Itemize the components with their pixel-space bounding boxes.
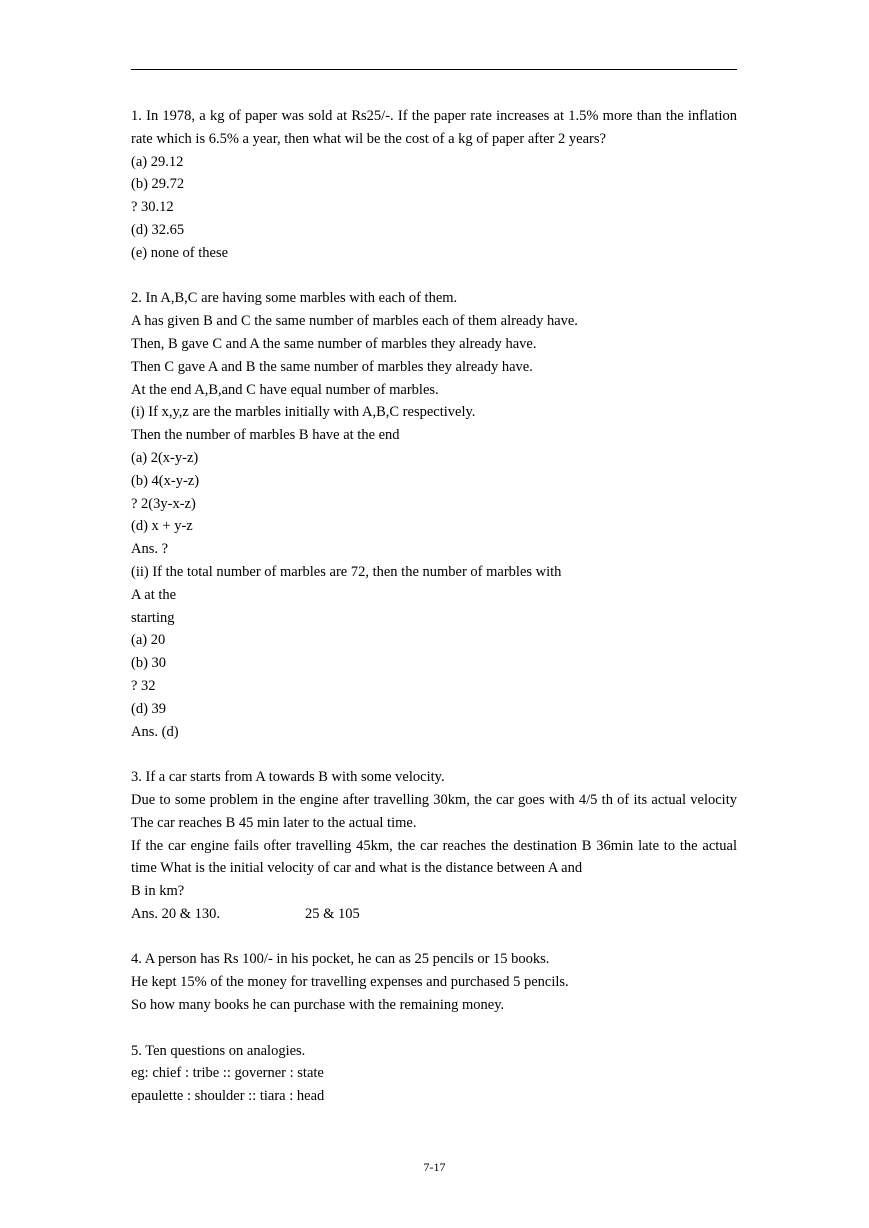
q1-option: (a) 29.12	[131, 153, 184, 170]
q3-line: 3. If a car starts from A towards B with some velocity.	[131, 769, 445, 786]
q4-line: He kept 15% of the money for travelling expenses and purchased 5 pencils.	[131, 974, 569, 991]
q2-option: (a) 20	[131, 632, 166, 649]
q2-answer: Ans. (d)	[131, 723, 179, 740]
q5-line: 5. Ten questions on analogies.	[131, 1042, 306, 1059]
q2-line: (ii) If the total number of marbles are 72, then the number of marbles with	[131, 563, 562, 580]
spacer	[131, 926, 737, 949]
q2-line: starting	[131, 609, 175, 626]
q1-option: (d) 32.65	[131, 221, 185, 238]
q1-option: ? 30.12	[131, 199, 174, 216]
q2-line: At the end A,B,and C have equal number of marbles.	[131, 381, 439, 398]
page-number: 7-17	[423, 1160, 446, 1174]
q1-option: (e) none of these	[131, 244, 229, 261]
spacer	[131, 265, 737, 288]
q2-option: (d) x + y-z	[131, 518, 193, 535]
q3-line: B in km?	[131, 883, 185, 900]
q4-line: So how many books he can purchase with the remaining money.	[131, 997, 505, 1014]
q3-answer-1: Ans. 20 & 130.	[131, 905, 221, 922]
q2-line: Then the number of marbles B have at the end	[131, 427, 400, 444]
q2-option: (b) 30	[131, 655, 167, 672]
q3-answer-2: 25 & 105	[305, 905, 360, 922]
q2-line: 2. In A,B,C are having some marbles with each of them.	[131, 290, 458, 307]
q2-line: Then, B gave C and A the same number of marbles they already have.	[131, 335, 537, 352]
q2-option: ? 2(3y-x-z)	[131, 495, 196, 512]
q2-line: Then C gave A and B the same number of marbles they already have.	[131, 358, 533, 375]
spacer	[131, 1017, 737, 1040]
q1-option: (b) 29.72	[131, 176, 185, 193]
q3-paragraph: Due to some problem in the engine after travelling 30km, the car goes with 4/5 th of its actual velocity The car reaches B 45 min later to the actual time.	[131, 791, 737, 831]
page-content	[131, 105, 737, 1108]
q4-line: 4. A person has Rs 100/- in his pocket, he can as 25 pencils or 15 books.	[131, 951, 550, 968]
q5-line: epaulette : shoulder :: tiara : head	[131, 1088, 325, 1105]
q3-answers	[131, 903, 737, 926]
q2-option: (b) 4(x-y-z)	[131, 472, 200, 489]
q2-option: ? 32	[131, 677, 156, 694]
q2-line: (i) If x,y,z are the marbles initially with A,B,C respectively.	[131, 404, 476, 421]
spacer	[131, 743, 737, 766]
q2-line: A has given B and C the same number of marbles each of them already have.	[131, 313, 578, 330]
q2-option: (a) 2(x-y-z)	[131, 449, 199, 466]
q2-option: (d) 39	[131, 700, 167, 717]
header-rule	[131, 69, 737, 70]
q2-answer: Ans. ?	[131, 541, 169, 558]
q5-line: eg: chief : tribe :: governer : state	[131, 1065, 324, 1082]
q1-text: 1. In 1978, a kg of paper was sold at Rs25/-. If the paper rate increases at 1.5% more than the inflation rate which is 6.5% a year, then what wil be the cost of a kg of paper after 2 years?	[131, 108, 737, 147]
q3-paragraph: If the car engine fails ofter travelling 45km, the car reaches the destination B 36min late to the actual time What is the initial velocity of car and what is the distance between A and	[131, 837, 737, 877]
q2-line: A at the	[131, 586, 177, 603]
